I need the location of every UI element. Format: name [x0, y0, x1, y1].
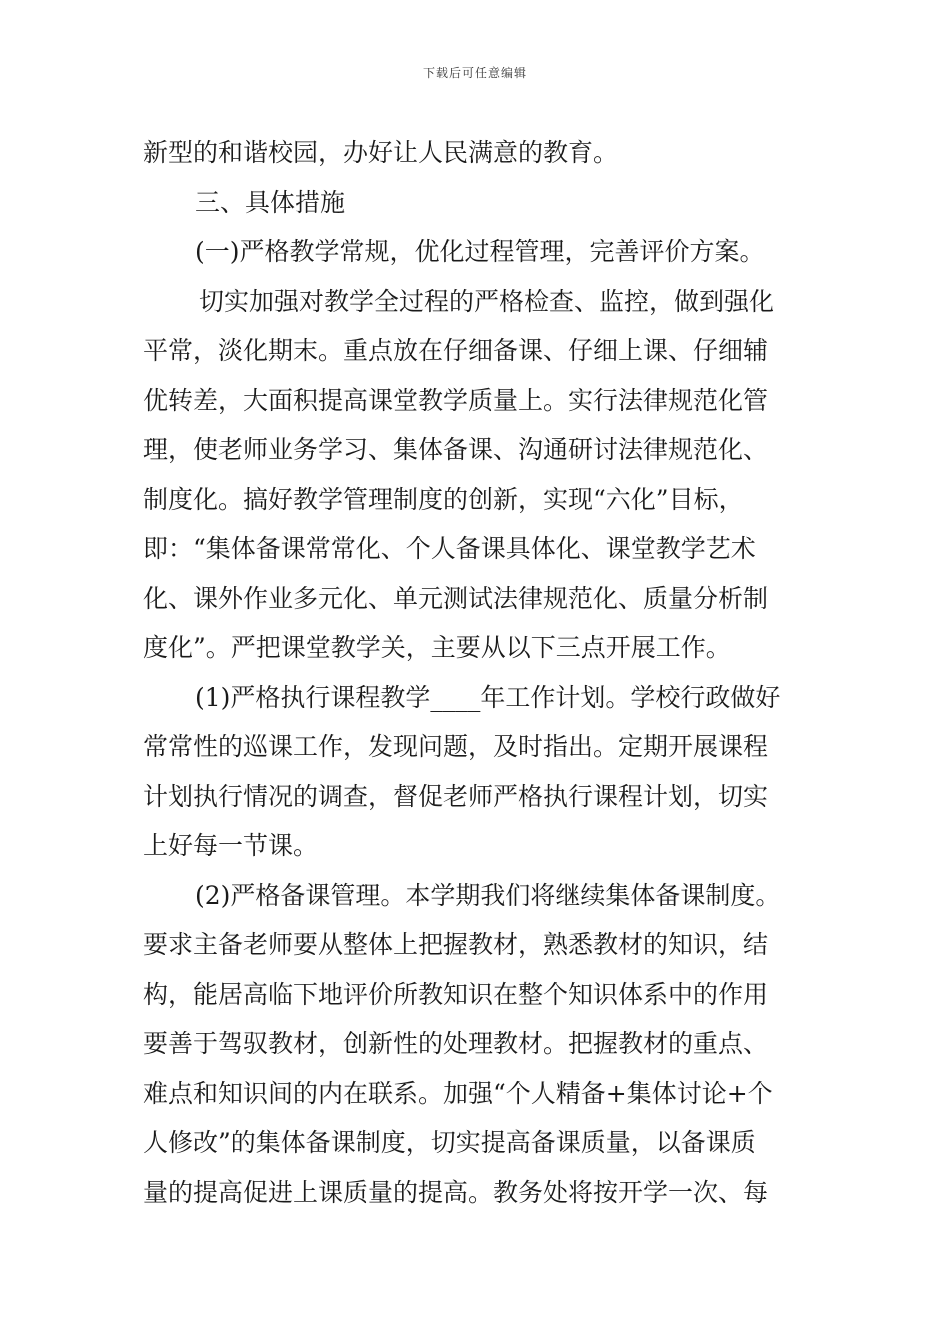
text-line: 优转差，大面积提高课堂教学质量上。实行法律规范化管: [143, 385, 769, 415]
text-line: 制度化。搞好教学管理制度的创新，实现“六化”目标，: [143, 484, 744, 514]
text-line: 平常，淡化期末。重点放在仔细备课、仔细上课、仔细辅: [143, 336, 769, 365]
body-text: [143, 128, 808, 1217]
text-line: 要善于驾驭教材，创新性的处理教材。把握教材的重点、: [143, 1029, 769, 1058]
text-line: 量的提高促进上课质量的提高。教务处将按开学一次、每: [143, 1177, 769, 1207]
text-line: 理，使老师业务学习、集体备课、沟通研讨法律规范化、: [143, 435, 769, 464]
text-line: 要求主备老师要从整体上把握教材，熟悉教材的知识，结: [143, 930, 769, 959]
text-line: 常常性的巡课工作，发现问题，及时指出。定期开展课程: [143, 732, 769, 761]
text-line: (1)严格执行课程教学____年工作计划。学校行政做好: [195, 682, 781, 712]
text-line: 即：“集体备课常常化、个人备课具体化、课堂教学艺术: [143, 534, 756, 563]
text-line: 人修改”的集体备课制度，切实提高备课质量，以备课质: [143, 1128, 756, 1157]
header-note: 下载后可任意编辑: [422, 66, 527, 80]
text-line: 新型的和谐校园，办好让人民满意的教育。: [143, 138, 619, 167]
text-line: 切实加强对教学全过程的严格检查、监控，做到强化: [199, 286, 775, 316]
text-line: (2)严格备课管理。本学期我们将继续集体备课制度。: [195, 880, 781, 910]
subsection-heading: (一)严格教学常规，优化过程管理，完善评价方案。: [195, 237, 765, 266]
section-heading: 三、具体措施: [195, 187, 346, 217]
text-line: 上好每一节课。: [143, 831, 319, 860]
text-line: 计划执行情况的调查，督促老师严格执行课程计划，切实: [143, 781, 769, 811]
text-line: 难点和知识间的内在联系。加强“个人精备+集体讨论+个: [143, 1078, 773, 1108]
text-line: 构，能居高临下地评价所教知识在整个知识体系中的作用: [143, 979, 769, 1009]
text-line: 化、课外作业多元化、单元测试法律规范化、质量分析制: [143, 583, 769, 613]
text-line: 度化”。严把课堂教学关，主要从以下三点开展工作。: [143, 633, 731, 662]
